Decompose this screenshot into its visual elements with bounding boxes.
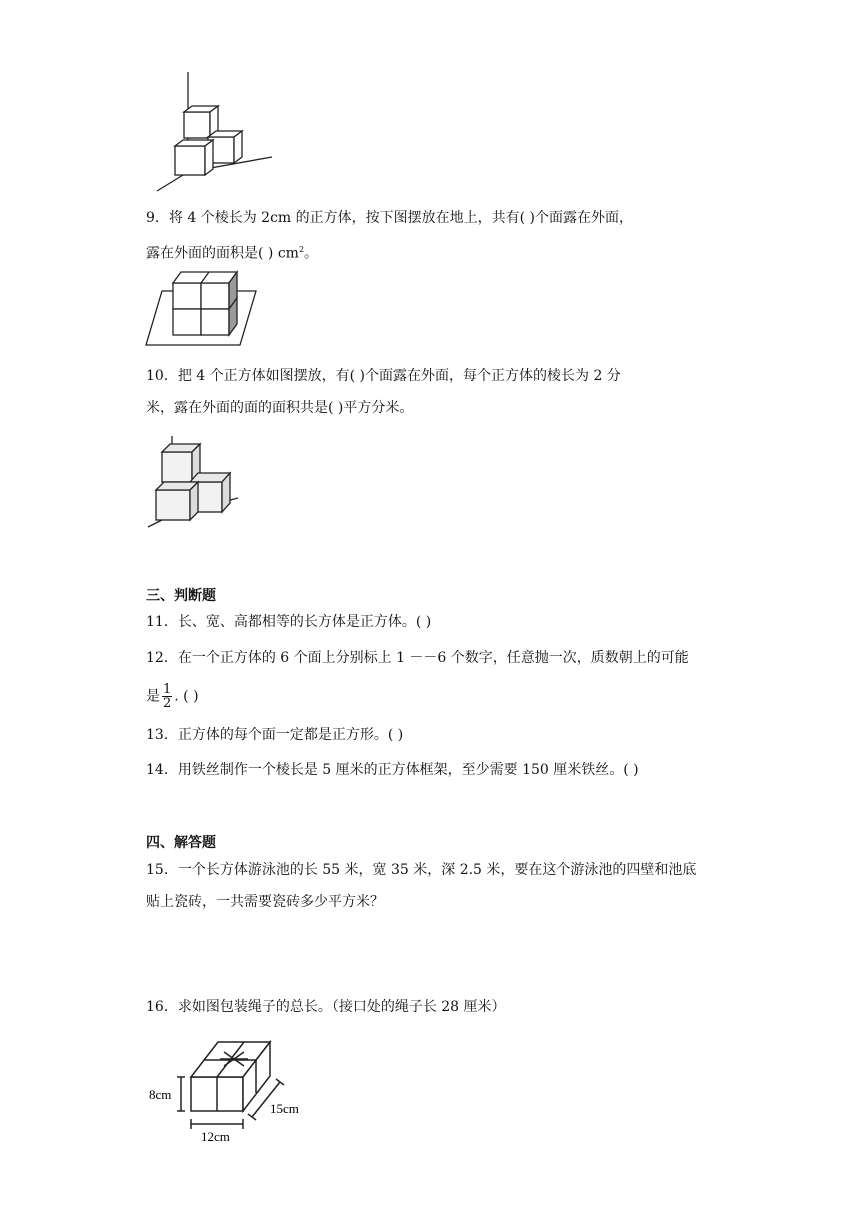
question-10-line-1: 10．把 4 个正方体如图摆放，有( )个面露在外面，每个正方体的棱长为 2 分	[146, 368, 621, 384]
question-16: 16．求如图包装绳子的总长。（接口处的绳子长 28 厘米）	[146, 999, 506, 1015]
fraction-denominator: 2	[163, 696, 172, 711]
question-9-line-1: 9．将 4 个棱长为 2cm 的正方体，按下图摆放在地上，共有( )个面露在外面，	[146, 210, 634, 226]
question-11: 11．长、宽、高都相等的长方体是正方体。( )	[146, 614, 432, 630]
question-14: 14．用铁丝制作一个棱长是 5 厘米的正方体框架，至少需要 150 厘米铁丝。( )	[146, 762, 639, 778]
question-9-line-2-end: 。	[304, 245, 319, 262]
question-13: 13．正方体的每个面一定都是正方形。( )	[146, 727, 404, 743]
question-12-suffix: . ( )	[174, 688, 199, 705]
width-label: 12cm	[201, 1129, 230, 1144]
question-9-line-2-text: 露在外面的面积是( ) cm	[146, 245, 299, 262]
square-unit-exponent: 2	[298, 245, 305, 254]
question-15-line-1: 15．一个长方体游泳池的长 55 米，宽 35 米，深 2.5 米，要在这个游泳池的四壁和池底	[146, 862, 697, 878]
depth-label: 15cm	[270, 1101, 299, 1116]
fraction-numerator: 1	[163, 682, 172, 697]
question-10-line-2: 米，露在外面的面的面积共是( )平方分米。	[146, 400, 414, 416]
question-12-prefix: 是	[146, 688, 160, 705]
question-12-line-1: 12．在一个正方体的 6 个面上分别标上 1 －－6 个数字，任意抛一次，质数朝上的可能	[146, 650, 689, 666]
section-3-title: 三、判断题	[146, 588, 216, 604]
height-label: 8cm	[149, 1087, 172, 1102]
question-15-line-2: 贴上瓷砖，一共需要瓷砖多少平方米？	[146, 894, 384, 910]
section-4-title: 四、解答题	[146, 835, 216, 851]
